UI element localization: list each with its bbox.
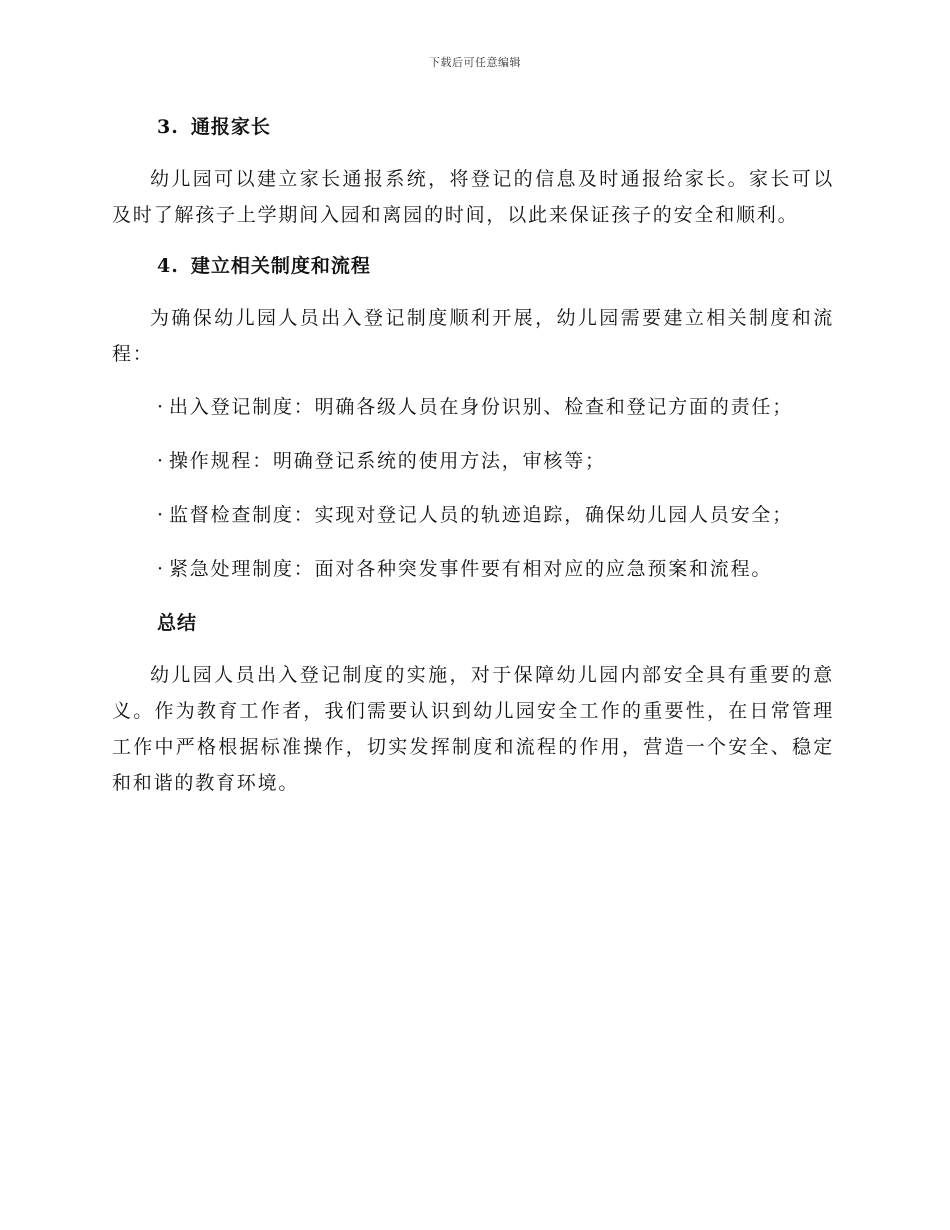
section-4-paragraph: 为确保幼儿园人员出入登记制度顺利开展，幼儿园需要建立相关制度和流程： (112, 307, 834, 365)
summary-paragraph: 幼儿园人员出入登记制度的实施，对于保障幼儿园内部安全具有重要的意义。作为教育工作者，我们需要认识到幼儿园安全工作的重要性，在日常管理工作中严格根据标准操作，切实发挥制度和流程的作用，营造一个安全、稳定和和谐的教育环境。 (112, 664, 834, 794)
section-heading-4 (112, 252, 834, 280)
page-header-note: 下载后可任意编辑 (429, 56, 521, 69)
list-item: · 监督检查制度：实现对登记人员的轨迹追踪，确保幼儿园人员安全； (112, 501, 834, 529)
section-title: 建立相关制度和流程 (190, 255, 371, 277)
list-item: · 出入登记制度：明确各级人员在身份识别、检查和登记方面的责任； (112, 393, 834, 421)
bullet-dot-icon: · (157, 450, 165, 472)
section-number: 4. (157, 255, 179, 277)
bullet-dot-icon: · (157, 396, 165, 418)
list-item: · 操作规程：明确登记系统的使用方法，审核等； (112, 447, 834, 475)
section-title: 通报家长 (190, 116, 271, 138)
document-body (112, 113, 834, 801)
section-heading-3 (112, 113, 834, 141)
bullet-dot-icon: · (157, 558, 165, 580)
rules-list (112, 393, 834, 583)
section-number: 3. (157, 116, 179, 138)
list-item: · 紧急处理制度：面对各种突发事件要有相对应的应急预案和流程。 (112, 555, 834, 583)
bullet-dot-icon: · (157, 504, 165, 526)
section-3-paragraph: 幼儿园可以建立家长通报系统，将登记的信息及时通报给家长。家长可以及时了解孩子上学期间入园和离园的时间，以此来保证孩子的安全和顺利。 (112, 168, 834, 226)
summary-heading: 总结 (157, 612, 198, 634)
